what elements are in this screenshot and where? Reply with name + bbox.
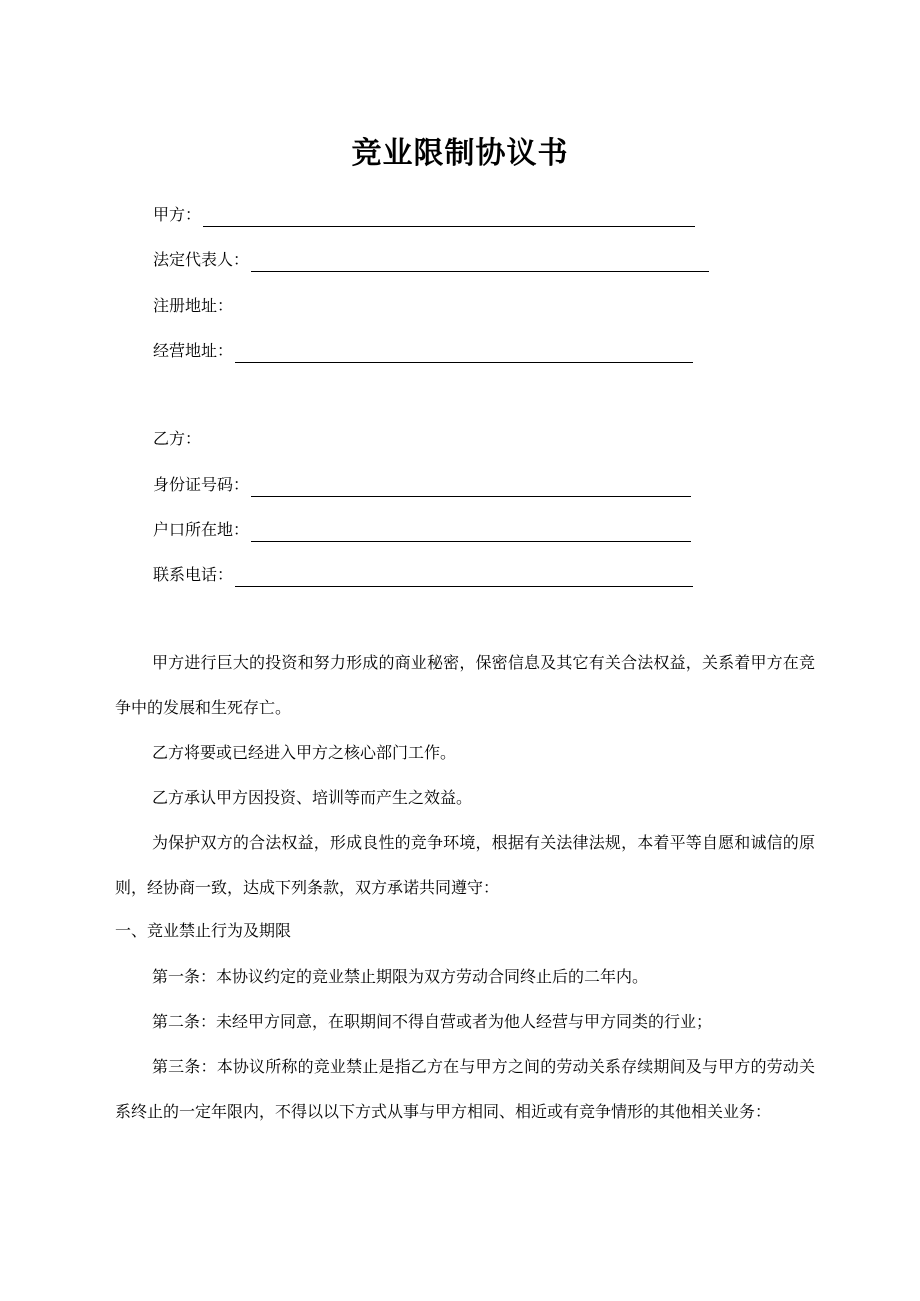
- party-a-name-field: [153, 203, 695, 227]
- preamble-paragraph-1: 甲方进行巨大的投资和努力形成的商业秘密，保密信息及其它有关合法权益，关系着甲方在竞争中的发展和生死存亡。: [115, 653, 815, 717]
- preamble-paragraph-4: 为保护双方的合法权益，形成良性的竞争环境，根据有关法律法规，本着平等自愿和诚信的原则，经协商一致，达成下列条款，双方承诺共同遵守：: [115, 833, 815, 897]
- preamble-paragraph-3: 乙方承认甲方因投资、培训等而产生之效益。: [152, 788, 473, 807]
- party-a-rep-label: 法定代表人：: [153, 250, 250, 269]
- party-a-rep-field: [153, 248, 709, 272]
- document-title: 竞业限制协议书: [351, 136, 569, 171]
- party-b-id-field: [153, 473, 691, 497]
- party-a-op-address-field: [153, 339, 693, 363]
- party-a-reg-address-label: 注册地址：: [153, 296, 234, 315]
- party-a-op-address-blank[interactable]: [235, 344, 693, 363]
- party-b-phone-label: 联系电话：: [153, 565, 234, 584]
- party-b-hukou-field: [153, 518, 691, 542]
- party-a-reg-address-field: [153, 294, 233, 318]
- party-b-hukou-label: 户口所在地：: [153, 520, 250, 539]
- party-b-hukou-blank[interactable]: [251, 523, 691, 542]
- party-b-id-label: 身份证号码：: [153, 475, 250, 494]
- section-1-heading: 一、竞业禁止行为及期限: [115, 921, 292, 940]
- section-1-article-1: 第一条：本协议约定的竞业禁止期限为双方劳动合同终止后的二年内。: [152, 967, 649, 986]
- party-a-op-address-label: 经营地址：: [153, 341, 234, 360]
- party-a-rep-blank[interactable]: [251, 253, 709, 272]
- party-b-name-label: 乙方：: [153, 429, 202, 448]
- preamble-paragraph-2: 乙方将要或已经进入甲方之核心部门工作。: [152, 743, 457, 762]
- party-b-phone-field: [153, 563, 693, 587]
- party-a-name-blank[interactable]: [203, 208, 695, 227]
- party-b-name-field: [153, 427, 201, 451]
- party-b-id-blank[interactable]: [251, 478, 691, 497]
- section-1-article-2: 第二条：未经甲方同意，在职期间不得自营或者为他人经营与甲方同类的行业；: [152, 1012, 713, 1031]
- party-a-name-label: 甲方：: [153, 205, 202, 224]
- section-1-article-3: 第三条：本协议所称的竞业禁止是指乙方在与甲方之间的劳动关系存续期间及与甲方的劳动关系终止的一定年限内，不得以以下方式从事与甲方相同、相近或有竞争情形的其他相关业务：: [115, 1057, 815, 1121]
- party-b-phone-blank[interactable]: [235, 568, 693, 587]
